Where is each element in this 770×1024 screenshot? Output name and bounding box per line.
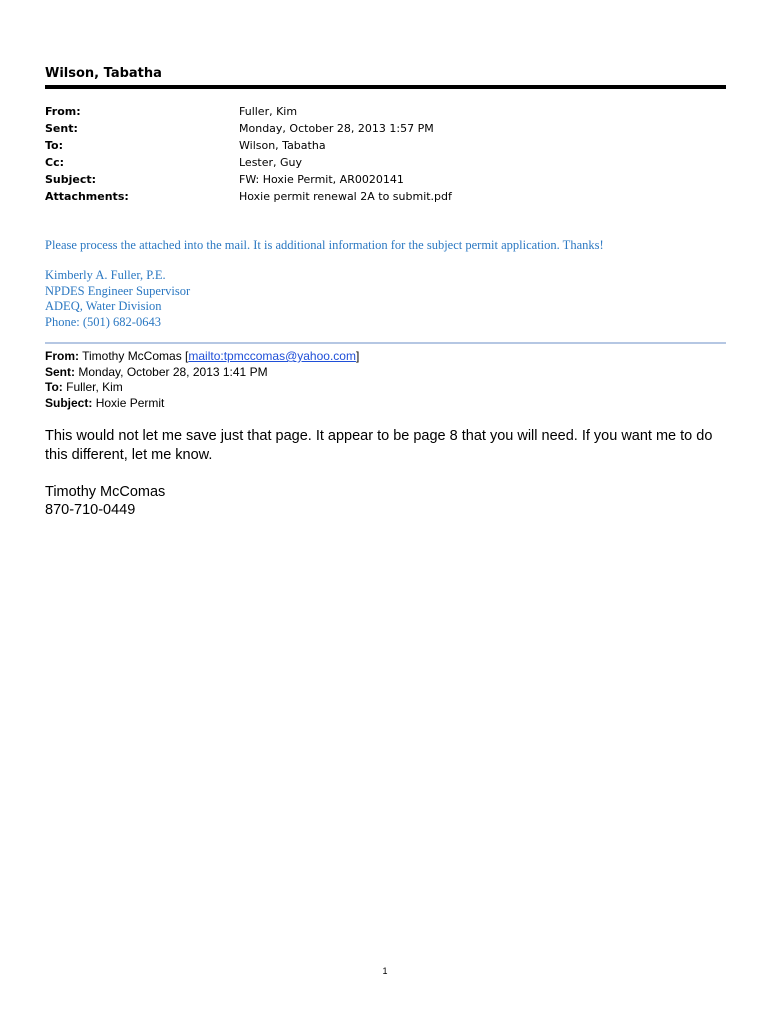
page-owner-title: Wilson, Tabatha [45, 66, 162, 81]
header-row-from [45, 103, 452, 120]
message-body: Please process the attached into the mail. It is additional information for the subject permit application. Thanks! [45, 238, 604, 252]
fwd-sent-value: Monday, October 28, 2013 1:41 PM [78, 364, 268, 379]
fwd-to-label: To: [45, 380, 63, 395]
fwd-subject-label: Subject: [45, 395, 93, 410]
fwd-from-row [45, 349, 359, 365]
fwd-signature-phone: 870-710-0449 [45, 502, 136, 518]
header-row-sent [45, 120, 452, 137]
from-value: Fuller, Kim [239, 105, 298, 118]
header-row-attachments [45, 188, 452, 205]
fwd-email-link[interactable]: mailto:tpmccomas@yahoo.com [188, 349, 356, 363]
sent-label: Sent: [45, 122, 78, 135]
subject-label: Subject: [45, 173, 97, 186]
fwd-sent-row [45, 365, 359, 381]
to-label: To: [45, 139, 63, 152]
forwarded-signature [45, 483, 165, 519]
signature-title: NPDES Engineer Supervisor [45, 283, 191, 298]
cc-label: Cc: [45, 156, 64, 169]
fwd-signature-name: Timothy McComas [45, 484, 166, 500]
fwd-subject-row [45, 396, 359, 412]
header-row-subject [45, 171, 452, 188]
signature-phone: Phone: (501) 682-0643 [45, 314, 161, 329]
fwd-to-row [45, 380, 359, 396]
signature-name: Kimberly A. Fuller, P.E. [45, 268, 166, 282]
fwd-to-value: Fuller, Kim [66, 380, 123, 395]
fwd-from-name: Timothy McComas [ [82, 349, 189, 363]
attachment-link[interactable]: Hoxie permit renewal 2A to submit.pdf [239, 190, 452, 203]
fwd-from-close: ] [355, 349, 360, 363]
to-value: Wilson, Tabatha [239, 139, 326, 152]
fwd-subject-value: Hoxie Permit [95, 395, 165, 410]
fwd-sent-label: Sent: [45, 364, 75, 379]
fwd-from-label: From: [45, 349, 79, 363]
message-signature [45, 268, 190, 330]
from-label: From: [45, 105, 81, 118]
forwarded-header [45, 349, 359, 411]
forwarded-body: This would not let me save just that page. It appear to be page 8 that you will need. If you want me to do this different, let me know. [45, 428, 713, 463]
signature-org: ADEQ, Water Division [45, 299, 162, 313]
subject-value: FW: Hoxie Permit, AR0020141 [239, 173, 404, 186]
header-row-cc [45, 154, 452, 171]
attachments-label: Attachments: [45, 190, 129, 203]
forward-divider [45, 342, 726, 344]
owner-rule [45, 85, 726, 89]
email-header [45, 103, 452, 205]
page-number: 1 [382, 966, 388, 976]
sent-value: Monday, October 28, 2013 1:57 PM [239, 122, 434, 135]
header-row-to [45, 137, 452, 154]
cc-value: Lester, Guy [239, 156, 303, 169]
